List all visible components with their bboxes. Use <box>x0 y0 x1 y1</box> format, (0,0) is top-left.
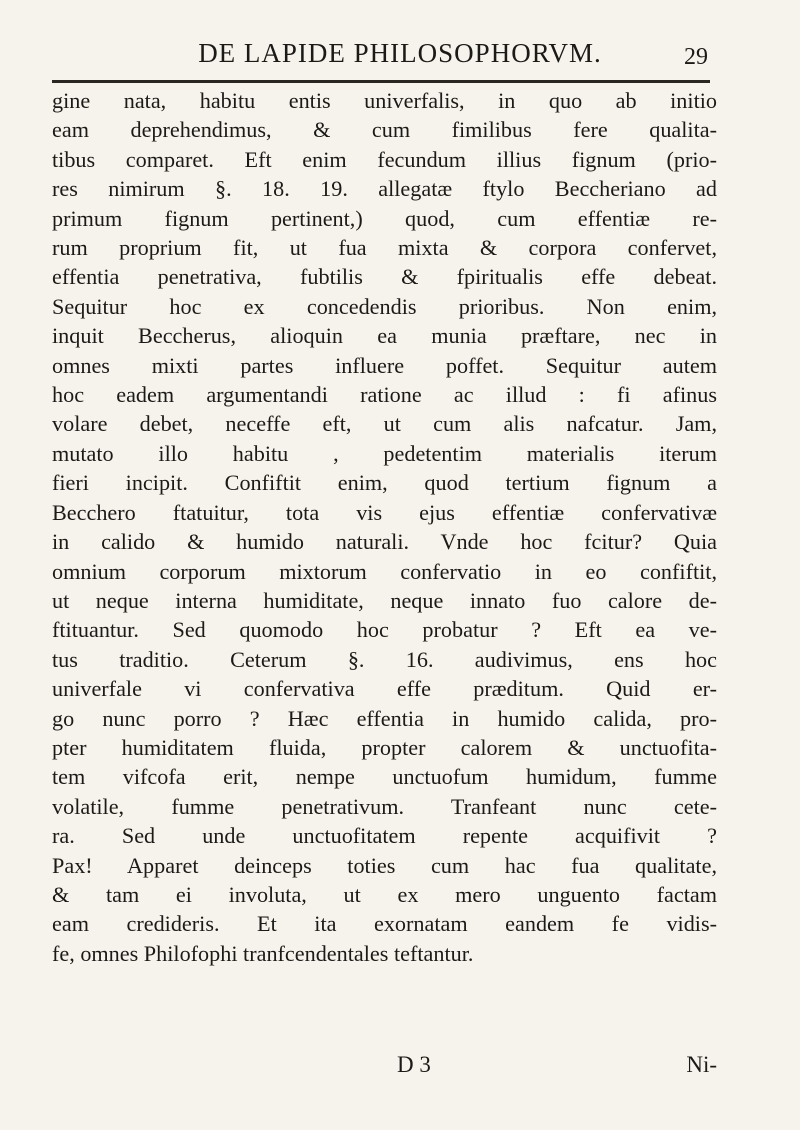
text-line: univerfale vi confervativa effe præditum. Quid er- <box>52 676 717 702</box>
text-line: tus traditio. Ceterum §. 16. audivimus, ens hoc <box>52 646 717 672</box>
text-line: tem vifcofa erit, nempe unctuofum humidum, fumme <box>52 764 717 790</box>
catchword: Ni- <box>686 1052 717 1077</box>
page-footer <box>52 1052 717 1084</box>
text-line: res nimirum §. 18. 19. allegatæ ftylo Beccheriano ad <box>52 176 717 202</box>
text-line: omnes mixti partes influere poffet. Sequitur autem <box>52 352 717 378</box>
text-line: hoc eadem argumentandi ratione ac illud : fi afinus <box>52 382 717 408</box>
text-line: go nunc porro ? Hæc effentia in humido calida, pro- <box>52 705 717 731</box>
text-line: Sequitur hoc ex concedendis prioribus. Non enim, <box>52 293 717 319</box>
page-number: 29 <box>684 44 708 70</box>
text-line: & tam ei involuta, ut ex mero unguento factam <box>52 881 717 907</box>
text-line: primum fignum pertinent,) quod, cum effentiæ re- <box>52 205 717 231</box>
running-title: DE LAPIDE PHILOSOPHORVM. <box>198 38 602 68</box>
text-line: fieri incipit. Confiftit enim, quod tertium fignum a <box>52 470 717 496</box>
text-line: mutato illo habitu , pedetentim materialis iterum <box>52 440 717 466</box>
text-line: ra. Sed unde unctuofitatem repente acquifivit ? <box>52 823 717 849</box>
text-line: ftituantur. Sed quomodo hoc probatur ? Eft ea ve- <box>52 617 717 643</box>
text-line: eam credideris. Et ita exornatam eandem fe vidis- <box>52 911 717 937</box>
text-line: inquit Beccherus, alioquin ea munia præftare, nec in <box>52 323 717 349</box>
text-line: in calido & humido naturali. Vnde hoc fcitur? Quia <box>52 529 717 555</box>
text-line: Pax! Apparet deinceps toties cum hac fua qualitate, <box>52 852 717 878</box>
body-text <box>52 86 717 968</box>
signature-mark: D 3 <box>397 1052 431 1077</box>
text-line: tibus comparet. Eft enim fecundum illius fignum (prio- <box>52 146 717 172</box>
text-line: fe, omnes Philofophi tranfcendentales teftantur. <box>52 940 474 966</box>
text-line: rum proprium fit, ut fua mixta & corpora confervet, <box>52 235 717 261</box>
header-rule <box>52 80 710 83</box>
text-line: volatile, fumme penetrativum. Tranfeant nunc cete- <box>52 793 717 819</box>
text-line: ut neque interna humiditate, neque innato fuo calore de- <box>52 587 717 613</box>
text-line: pter humiditatem fluida, propter calorem & unctuofita- <box>52 734 717 760</box>
text-line: volare debet, neceffe eft, ut cum alis nafcatur. Jam, <box>52 411 717 437</box>
text-line: gine nata, habitu entis univerfalis, in quo ab initio <box>52 88 717 113</box>
text-line: omnium corporum mixtorum confervatio in eo confiftit, <box>52 558 717 584</box>
text-line: eam deprehendimus, & cum fimilibus fere qualita- <box>52 117 717 143</box>
text-line: Becchero ftatuitur, tota vis ejus effentiæ confervativæ <box>52 499 717 525</box>
text-line: effentia penetrativa, fubtilis & fpiritualis effe debeat. <box>52 264 717 290</box>
